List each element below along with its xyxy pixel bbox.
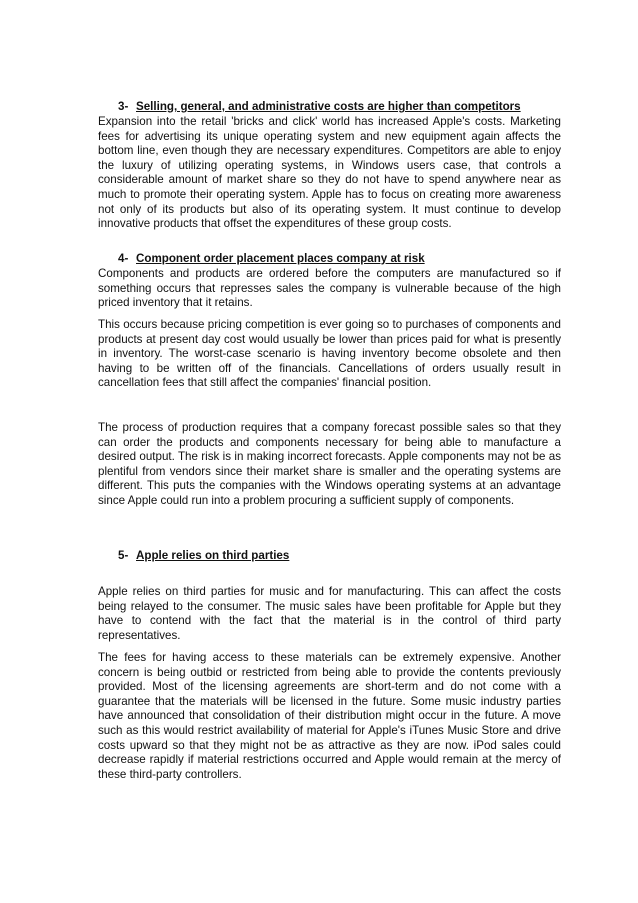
section-5-paragraph-1: Apple relies on third parties for music and for manufacturing. This can affect the costs being relayed to the consumer. The music sales have been profitable for Apple but they have to contend with the fact that the material is in the control of third party representatives. [98, 585, 561, 642]
section-4-paragraph-2: This occurs because pricing competition is ever going so to purchases of components and products at present day cost would usually be lower than prices paid for what is presently in inventory. The worst-case scenario is having inventory become obsolete and then having to be written off of the financials. Cancellations of orders usually result in cancellation fees that still affect the companies' financial position. [98, 318, 561, 390]
section-number: 5- [118, 549, 129, 562]
section-number: 3- [118, 100, 129, 113]
section-5-heading [118, 549, 289, 563]
section-3-paragraph-1: Expansion into the retail 'bricks and click' world has increased Apple's costs. Marketing fees for advertising its unique operating system and new equipment again affects the bottom line, even though they are necessary expenditures. Competitors are able to enjoy the luxury of utilizing operating systems, in Windows users case, that controls a considerable amount of market share so they do not have to spend anywhere near as much to promote their operating system. Apple has to focus on creating more awareness not only of its products but also of its operating system. It must continue to develop innovative products that offset the expenditures of these group costs. [98, 115, 561, 231]
section-4-paragraph-1: Components and products are ordered before the computers are manufactured so if something occurs that represses sales the company is vulnerable because of the high priced inventory that it retains. [98, 267, 561, 310]
section-number: 4- [118, 252, 129, 265]
section-title: Selling, general, and administrative costs are higher than competitors [136, 100, 521, 113]
section-4-paragraph-3: The process of production requires that a company forecast possible sales so that they can order the products and components necessary for being able to manufacture a desired output. The risk is in making incorrect forecasts. Apple components may not be as plentiful from vendors since their market share is smaller and the operating systems are different. This puts the companies with the Windows operating systems at an advantage since Apple could run into a problem procuring a sufficient supply of components. [98, 421, 561, 507]
section-4-heading [118, 252, 425, 266]
section-3-heading [118, 100, 521, 114]
section-title: Apple relies on third parties [136, 549, 290, 562]
section-5-paragraph-2: The fees for having access to these materials can be extremely expensive. Another concern is being outbid or restricted from being able to provide the contents previously provided. Most of the licensing agreements are short-term and do not come with a guarantee that the materials will be licensed in the future. Some music industry parties have announced that consolidation of their distribution might occur in the future. A move such as this would restrict availability of material for Apple's iTunes Music Store and drive costs upward so that they might not be as attractive as they are now. iPod sales could decrease rapidly if material restrictions occurred and Apple would remain at the mercy of these third-party controllers. [98, 651, 561, 781]
section-title: Component order placement places company at risk [136, 252, 425, 265]
